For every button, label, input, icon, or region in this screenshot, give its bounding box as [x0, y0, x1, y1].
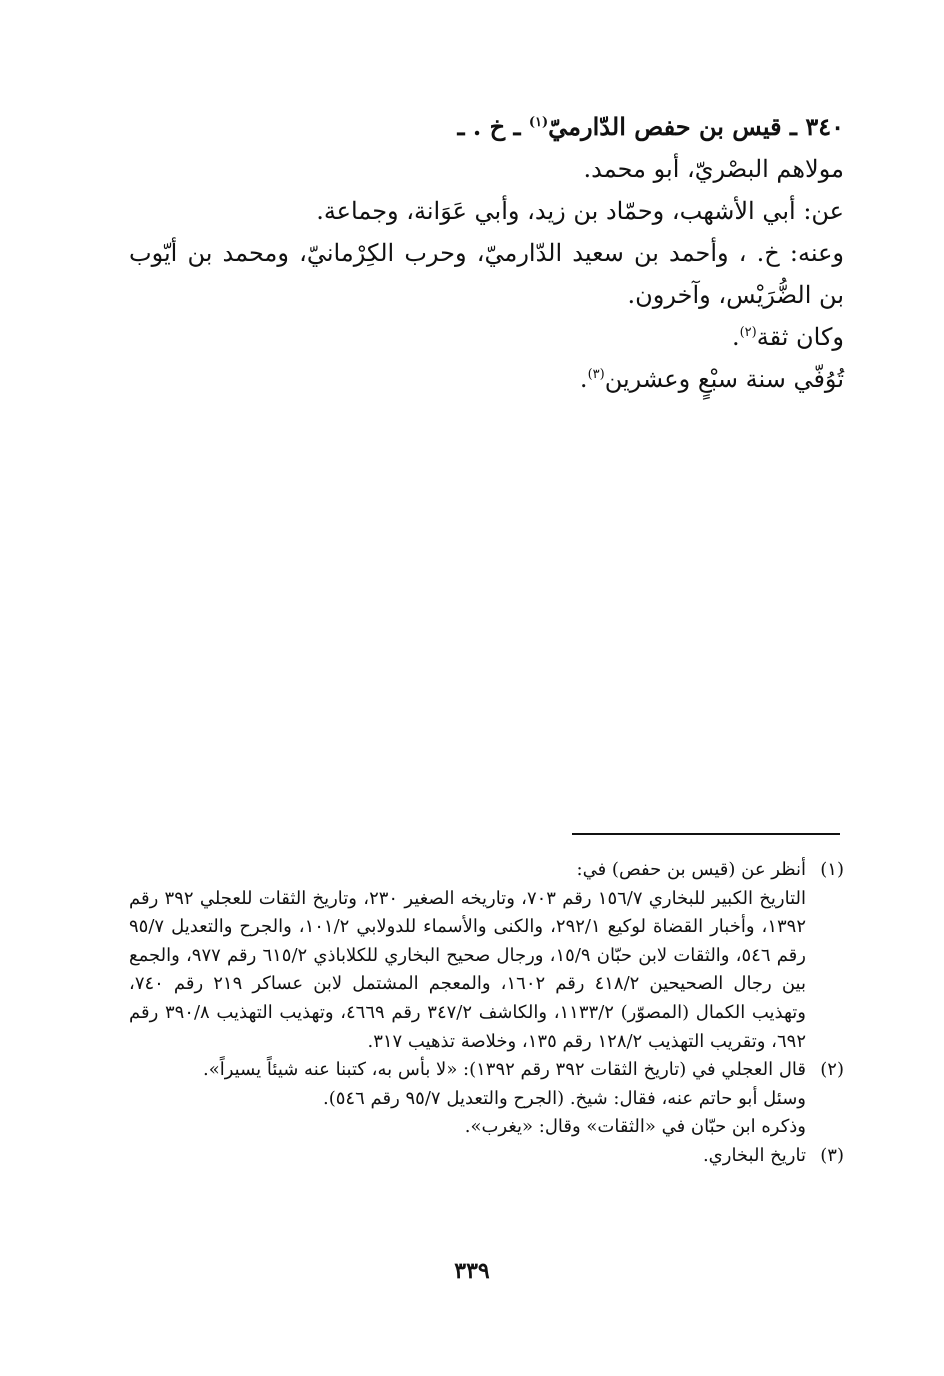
footnote-number: (٣) — [820, 1144, 844, 1166]
footnote-number: (٢) — [820, 1059, 844, 1081]
entry-title — [129, 106, 844, 148]
entry-title-tail: ـ خ . ـ — [457, 112, 529, 141]
entry-line-death — [129, 358, 844, 400]
biography-entry — [129, 106, 844, 400]
footnote-ref-3: (٣) — [587, 367, 605, 382]
grading-tail: . — [731, 323, 740, 351]
footnote-divider — [572, 833, 840, 835]
footnote-line: أنظر عن (قيس بن حفص) في: — [576, 859, 806, 880]
footnote-number: (١) — [820, 859, 844, 880]
entry-line-students: وعنه: خ. ، وأحمد بن سعيد الدّارميّ، وحرب الكِرْمانيّ، ومحمد بن أيّوب بن الضُّرَيْس، وآخرون. — [129, 239, 844, 309]
death-text: تُوُفّي سنة سبْعٍ وعشرين — [604, 365, 844, 393]
footnote-line: التاريخ الكبير للبخاري ١٥٦/٧ رقم ٧٠٣، وتاريخه الصغير ٢٣٠، وتاريخ الثقات للعجلي ٣٩٢ رقم ١٣٩٢، وأخبار القضاة لوكيع ٢٩٢/١، والكنى والأسماء للدولابي ١٠١/٢، والجرح والتعديل ٩٥/٧ رقم ٥٤٦، والثقات لابن حبّان ١٥/٩، ورجال صحيح البخاري للكلاباذي ٦١٥/٢ رقم ٩٧٧، والجمع بين رجال الصحيحين ٤١٨/٢ رقم ١٦٠٢، والمعجم المشتمل لابن عساكر ٢١٩ رقم ٧٤٠، وتهذيب الكمال (المصوّر) ١١٣٣/٢، والكاشف ٣٤٧/٢ رقم ٤٦٦٩، وتهذيب التهذيب ٣٩٠/٨ رقم ٦٩٢، وتقريب التهذيب ١٢٨/٢ رقم ١٣٥، وخلاصة تذهيب ٣١٧. — [129, 887, 807, 1052]
death-tail: . — [579, 365, 588, 393]
footnote-line: وذكره ابن حبّان في «الثقات» وقال: «يغرب». — [464, 1116, 806, 1138]
footnote-ref-1: (١) — [528, 115, 549, 130]
entry-title-text: ٣٤٠ ـ قيس بن حفص الدّارميّ — [548, 112, 844, 141]
footnote-line: تاريخ البخاري. — [702, 1144, 806, 1166]
entry-line-teachers: عن: أبي الأشهب، وحمّاد بن زيد، وأبي عَوَانة، وجماعة. — [316, 197, 844, 225]
footnote-line: قال العجلي في (تاريخ الثقات ٣٩٢ رقم ١٣٩٢): «لا بأس به، كتبنا عنه شيئاً يسيراً». — [203, 1059, 806, 1081]
footnote-ref-2: (٢) — [739, 325, 757, 340]
footnotes-section — [129, 856, 844, 1171]
page-number: ٣٣٩ — [454, 1258, 490, 1284]
footnote-line: وسئل أبو حاتم عنه، فقال: شيخ. (الجرح والتعديل ٩٥/٧ رقم ٥٤٦). — [323, 1087, 806, 1109]
grading-text: وكان ثقة — [756, 323, 844, 351]
entry-line-grading — [129, 316, 844, 358]
footnote-3 — [129, 1142, 844, 1171]
entry-line-kinship: مولاهم البصْريّ، أبو محمد. — [583, 155, 844, 183]
footnote-1 — [129, 856, 844, 1056]
footnote-2 — [129, 1056, 844, 1142]
